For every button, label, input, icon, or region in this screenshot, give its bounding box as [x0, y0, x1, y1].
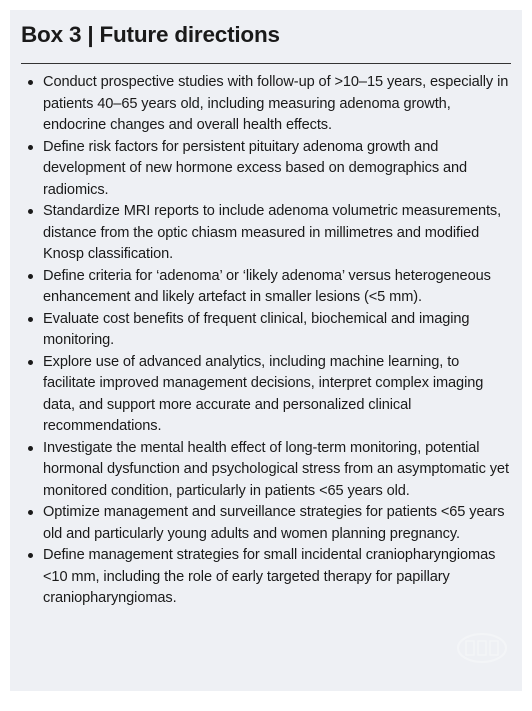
list-item-text: Explore use of advanced analytics, including machine learning, to facilitate improved management decisions, interpret complex imaging data, and support more accurate and personalized clinical recommendations.: [43, 353, 484, 434]
bullet-icon: [28, 317, 33, 322]
bullet-icon: [28, 510, 33, 515]
bullet-icon: [28, 360, 33, 365]
list-item-text: Define criteria for ‘adenoma’ or ‘likely adenoma’ versus heterogeneous enhancement and likely artefact in smaller lesions (<5 mm).: [43, 267, 491, 305]
list-item: [21, 438, 513, 503]
list-item-text: Evaluate cost benefits of frequent clinical, biochemical and imaging monitoring.: [43, 310, 470, 348]
list-item: [21, 309, 513, 352]
bullet-icon: [28, 446, 33, 451]
bullet-icon: [28, 209, 33, 214]
list-item: [21, 502, 513, 545]
title-divider: [21, 63, 511, 64]
list-item: [21, 137, 513, 202]
box-title: Box 3 | Future directions: [21, 22, 280, 47]
list-item: [21, 545, 513, 610]
bullet-icon: [28, 145, 33, 150]
list-item-text: Conduct prospective studies with follow-up of >10–15 years, especially in patients 40–65 years old, including measuring adenoma growth, endocrine changes and overall health effects.: [43, 74, 509, 133]
directions-list: [21, 72, 513, 610]
list-item: [21, 266, 513, 309]
list-item-text: Optimize management and surveillance strategies for patients <65 years old and particularly young adults and women planning pregnancy.: [43, 504, 505, 542]
bullet-icon: [28, 274, 33, 279]
bullet-icon: [28, 80, 33, 85]
bullet-icon: [28, 553, 33, 558]
list-item: [21, 72, 513, 137]
list-item-text: Define risk factors for persistent pituitary adenoma growth and development of new hormone excess based on demographics and radiomics.: [43, 138, 468, 198]
list-item: [21, 201, 513, 266]
future-directions-box: [10, 10, 522, 691]
watermark-logo-icon: [456, 631, 508, 665]
list-item-text: Standardize MRI reports to include adenoma volumetric measurements, distance from the optic chiasm measured in millimetres and modified Knosp classification.: [43, 203, 502, 262]
list-item-text: Investigate the mental health effect of long-term monitoring, potential hormonal dysfunction and psychological stress from an asymptomatic yet monitored condition, particularly in patients <65 years old.: [43, 439, 509, 499]
list-item: [21, 352, 513, 438]
list-item-text: Define management strategies for small incidental craniopharyngiomas <10 mm, including the role of early targeted therapy for papillary craniopharyngiomas.: [43, 547, 496, 606]
